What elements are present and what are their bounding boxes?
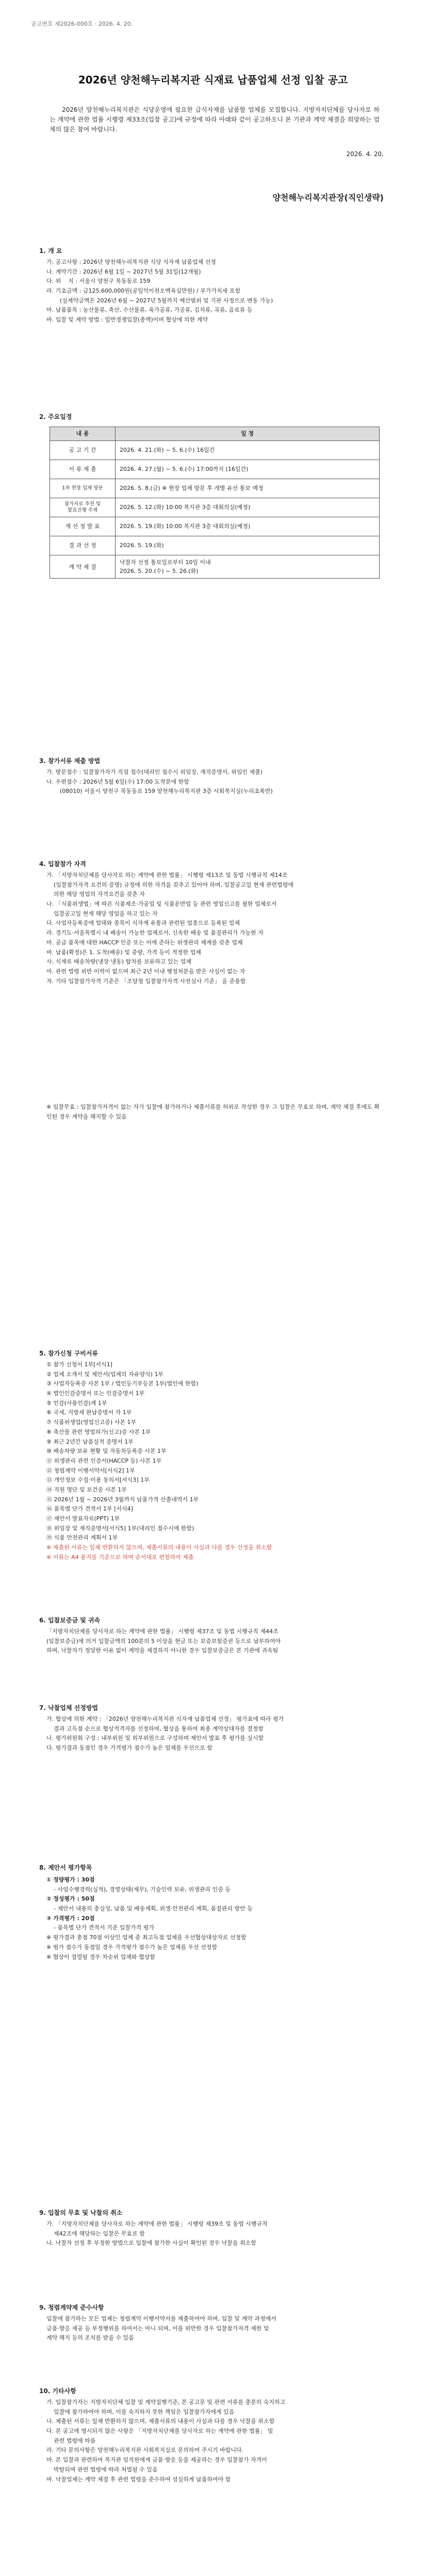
section-line: (실계약금액은 2026년 6월 ~ 2027년 5월까지 예산범위 및 기관 사정으로 변동 가능) [60, 297, 273, 304]
schedule-label: 결 과 선 정 [50, 536, 116, 555]
section-line: ③ 가격평가 : 20점 [46, 1914, 95, 1922]
section-line: 나. 「식품위생법」에 따른 식품제조·가공업 및 식품운반업 등 관련 영업신고를 필한 업체로서 [46, 901, 277, 908]
section-9-body [46, 2219, 384, 2248]
section-line: 아. 관련 법령 위반 이력이 없으며 최근 2년 이내 행정처분을 받은 사실이 없는 자 [46, 968, 245, 975]
section-line: 나. 제출된 서류는 일체 반환하지 않으며, 제출서류의 내용이 사실과 다를 경우 낙찰을 취소함 [46, 2418, 275, 2425]
list-item: ③ 사업자등록증 사본 1부 / 법인등기부등본 1부(법인에 한함) [46, 1380, 199, 1387]
section-8-title: 8. 제안서 평가항목 [39, 1864, 92, 1871]
section-line: - 제안서 내용의 충실성, 납품 및 배송계획, 위생·안전관리 계획, 품질관리 방안 등 [54, 1905, 253, 1912]
list-item: ⑥ 국세, 지방세 완납증명서 각 1부 [46, 1409, 132, 1416]
intro-text: 2026년 양천해누리복지관은 식당운영에 필요한 급식자재를 납품할 업체를 모집합니다. 지방자치단체를 당사자로 하는 계약에 관한 법률 시행령 제33조(입찰 공고)에 규정에 따라 아래와 같이 공고하오니 본 기관과 계약 체결을 희망하는 업체의 많은 참여 바랍니다. [50, 106, 380, 133]
section-line: 하며, 낙찰자가 정당한 이유 없이 계약을 체결하지 아니한 경우 입찰보증금은 본 기관에 귀속됨 [46, 1647, 278, 1654]
schedule-header: 내 용 [50, 427, 116, 441]
section-line: 나. 평가위원회 구성 : 내부위원 및 외부위원으로 구성하며 제안서 발표 후 평가를 실시함 [46, 1735, 264, 1742]
section-line: ① 정량평가 : 30점 [46, 1876, 95, 1883]
list-item: ④ 법인인감증명서 또는 인감증명서 1부 [46, 1390, 145, 1397]
list-item: ② 업체 소개서 및 제안서(업체의 자유양식) 1부 [46, 1370, 164, 1378]
schedule-table [50, 427, 380, 579]
section-line: 입찰에 참가하는 모든 업체는 청렴계약 이행서약서를 제출하여야 하며, 입찰 및 계약 과정에서 [46, 2315, 276, 2322]
section-line: 박탈되며 관련 법령에 따라 처벌될 수 있음 [54, 2466, 158, 2473]
section-line: 사. 식재료 배송차량(냉장·냉동) 탑차를 보유하고 있는 업체 [46, 958, 191, 965]
schedule-value: 2026. 4. 27.(월) ~ 5. 6.(수) 17:00까지 (16일간) [116, 460, 380, 479]
list-item: ⑤ 인감(사용인감)계 1부 [46, 1399, 107, 1406]
table-row [50, 498, 380, 517]
table-row [50, 460, 380, 479]
section-2-title: 2. 주요일정 [39, 413, 72, 420]
schedule-value: 낙찰자 선정 통보일로부터 10일 이내 2026. 5. 20.(수) ~ 5. 26.(화) [116, 555, 380, 579]
table-row [50, 479, 380, 498]
section-line: 자. 기타 입찰참가자격 기준은 「조달청 입찰참가자격 사전심사 기준」 을 준용함 [46, 977, 246, 985]
section-line: 가. 협상에 의한 계약 : 「2026년 양천해누리복지관 식자재 납품업체 선정」 평가표에 따라 평가 [46, 1716, 284, 1722]
schedule-value: 2026. 4. 21.(화) ~ 5. 6.(수) 16일간 [116, 441, 380, 460]
schedule-label: 1차 현장 업체 방문 [50, 479, 116, 498]
schedule-value: 2026. 5. 12.(화) 10:00 복지관 3층 대회의실(예정) [116, 498, 380, 517]
section-line: 가. 「지방자치단체를 당사자로 하는 계약에 관한 법률」 시행령 제13조 및 동법 시행규칙 제14조 [46, 872, 288, 878]
list-item: ⑨ 최근 2년간 납품실적 증명서 1부 [46, 1438, 134, 1445]
section-line: 관련 법령에 따름 [54, 2437, 96, 2444]
schedule-label: 공 고 기 간 [50, 441, 116, 460]
table-row [50, 536, 380, 555]
list-item: ⑧ 축산물 관련 영업허가(신고)증 사본 1부 [46, 1428, 151, 1435]
section-line: 마. 공급 품목에 대한 HACCP 인증 또는 이에 준하는 위생관리 체계를 갖춘 업체 [46, 939, 243, 946]
schedule-value: 2026. 5. 19.(화) 10:00 복지관 3층 대회의실(예정) [116, 517, 380, 536]
section-7-body [46, 1715, 384, 1753]
section-line: 나. 낙찰자 선정 후 부정한 방법으로 입찰에 참가한 사실이 확인된 경우 낙찰을 취소함 [46, 2240, 256, 2247]
section-line: 바. 납품(확정)은 1. 도착(배송) 및 중량, 가격 등이 적정한 업체 [46, 948, 201, 956]
section-4-note: ※ 입찰무효 : 입찰참가자격이 없는 자가 입찰에 참가하거나 제출서류를 허위로 작성한 경우 그 입찰은 무효로 하며, 계약 체결 후에도 확인된 경우 계약을 해지할 수 있음 [46, 1104, 380, 1120]
section-line: 「지방자치단체를 당사자로 하는 계약에 관한 법률」 시행령 제37조 및 동법 시행규칙 제44조 [46, 1628, 278, 1635]
schedule-label: 참가자로 추천 및 발표진행 주제 [50, 498, 116, 517]
section-5-body [46, 1360, 384, 1562]
list-item: ⑬ 개인정보 수집·이용 동의서[서식3] 1부 [46, 1477, 150, 1484]
section-line: (08010) 서울시 양천구 목동동로 159 양천해누리복지관 3층 사회복지실(누리초록반) [60, 788, 273, 795]
intro-paragraph [50, 105, 380, 135]
section-line: 가. 입찰참가자는 지방자치단체 입찰 및 계약집행기준, 본 공고문 및 관련 서류를 충분히 숙지하고 [46, 2399, 286, 2405]
section-line: (입찰참가자격 요건의 증명) 규정에 의한 자격을 갖추고 있어야 하며, 입찰공고일 현재 관련법령에 [54, 881, 293, 888]
note-line: ※ 평가 점수가 동점일 경우 가격평가 점수가 높은 업체를 우선 선정함 [46, 1943, 218, 1951]
section-line: 라. 기타 문의사항은 양천해누리복지관 사회복지실로 문의하여 주시기 바랍니다. [46, 2447, 244, 2454]
list-item: ⑪ 위생관리 관련 인증서(HACCP 등) 사본 1부 [46, 1457, 162, 1464]
list-item: ⑦ 식품위생업(영업신고증) 사본 1부 [46, 1419, 137, 1426]
list-item: ⑲ 식품 안전관리 계획서 1부 [46, 1534, 118, 1541]
section-5-title: 5. 참가신청 구비서류 [39, 1350, 99, 1357]
section-line: 결과 고득점 순으로 협상적격자를 선정하며, 협상을 통하여 최종 계약상대자를 결정함 [54, 1725, 264, 1732]
section-line: 마. 납품품목 : 농산물류, 축산, 수산물류, 육가공류, 가공류, 김치류, 곡류, 음료류 등 [46, 307, 253, 314]
section-line: 바. 낙찰업체는 계약 체결 후 관련 법령을 준수하여 성실하게 납품하여야 함 [46, 2476, 231, 2483]
section-line: 다. 본 공고에 명시되지 않은 사항은 「지방자치단체를 당사자로 하는 계약에 관한 법률」 및 [46, 2428, 273, 2435]
section-9-title: 9. 입찰의 무효 및 낙찰의 취소 [39, 2209, 123, 2216]
section-1-title: 1. 개 요 [39, 247, 62, 255]
section-line: 가. 「지방자치단체를 당사자로 하는 계약에 관한 법률」 시행령 제39조 및 동법 시행규칙 [46, 2221, 268, 2227]
section-line: 계약 해지 등의 조치를 받을 수 있음 [46, 2334, 134, 2342]
section-line: 다. 사업자등록증에 업태와 종목이 식자재 유통과 관련된 업종으로 등록된 업체 [46, 920, 240, 927]
section-3-title: 3. 참가서류 제출 방법 [39, 757, 101, 765]
schedule-value: 2026. 5. 8.(금) ※ 현장 업체 방문 후 개별 유선 통보 예정 [116, 479, 380, 498]
section-line: 마. 본 입찰과 관련하여 복지관 임직원에게 금품·향응 등을 제공하는 경우 입찰참가 자격이 [46, 2456, 267, 2464]
list-item: ⑰ 제안서 발표자료(PPT) 1부 [46, 1515, 120, 1522]
schedule-label: 서 류 제 출 [50, 460, 116, 479]
section-11-body [46, 2398, 384, 2484]
note-line: ※ 평가결과 총점 70점 이상인 업체 중 최고득점 업체를 우선협상대상자로 선정함 [46, 1934, 247, 1941]
section-line: 가. 공고사항 : 2026년 양천해누리복지관 식당 식자재 납품업체 선정 [46, 259, 216, 265]
section-4-body [46, 871, 384, 986]
note-line: ※ 서류는 A4 용지를 기준으로 하며 순서대로 편철하여 제출 [46, 1553, 194, 1561]
section-line: 제42조에 해당하는 입찰은 무효로 함 [54, 2230, 145, 2237]
announcement-number: 공고번호 제2026-000호 · 2026. 4. 20. [31, 21, 133, 27]
section-line: 나. 우편접수 : 2026년 5월 6일(수) 17:00 도착분에 한함 [46, 778, 189, 785]
announcement-date: 2026. 4. 20. [346, 150, 384, 158]
section-line: 의한 해당 영업의 자격요건을 갖춘 자 [54, 891, 145, 898]
section-6-title: 6. 입찰보증금 및 귀속 [39, 1617, 101, 1624]
schedule-value: 2026. 5. 19.(화) [116, 536, 380, 555]
table-row [50, 555, 380, 579]
section-line: 다. 평가결과 동점인 경우 가격평가 점수가 높은 업체를 우선으로 함 [46, 1744, 212, 1752]
section-line: (입찰보증금)에 의거 입찰금액의 100분의 5 이상을 현금 또는 보증보험증권 등으로 납부하여야 [46, 1637, 281, 1645]
list-item: ⑱ 위임장 및 재직증명서[서식5] 1부(대리인 접수시에 한함) [46, 1524, 194, 1532]
list-item: ① 참가 신청서 1부[서식1] [46, 1361, 112, 1368]
note-line: ※ 제출된 서류는 일체 반환하지 않으며, 제출서류의 내용이 사실과 다를 경우 선정을 취소함 [46, 1544, 272, 1551]
section-3-body [46, 768, 384, 796]
list-item: ⑮ 2026년 1월 ~ 2026년 3월까지 납품가격 산출내역서 1부 [46, 1496, 199, 1503]
list-item: ⑩ 배송차량 보유 현황 및 자동차등록증 사본 1부 [46, 1448, 167, 1455]
schedule-header: 일 정 [116, 427, 380, 441]
section-7-title: 7. 낙찰업체 선정방법 [39, 1704, 99, 1711]
section-line: 라. 기초금액 : 금125,600,000원(공일억이천오백육십만원) / 부가가치세 포함 [46, 287, 241, 295]
section-line: 입찰공고일 현재 해당 영업을 하고 있는 자 [54, 910, 158, 917]
page-title: 2026년 양천해누리복지관 식재료 납품업체 선정 입찰 공고 [78, 74, 348, 86]
section-line: 금품·향응 제공 등 부정행위를 하여서는 아니 되며, 이를 위반한 경우 입찰참가자격 제한 및 [46, 2325, 269, 2332]
section-line: 라. 경기도·서울특별시 내 배송이 가능한 업체로서, 신속한 배송 및 품질관리가 가능한 자 [46, 929, 264, 937]
section-line: - 품목별 단가 견적서 기준 입찰가격 평가 [54, 1924, 154, 1931]
list-item: ⑫ 청렴계약 이행서약서[서식2] 1부 [46, 1467, 135, 1474]
section-line: 바. 입찰 및 계약 방법 : 일반경쟁입찰(총액)이며 협상에 의한 계약 [46, 316, 208, 324]
section-line: 다. 위 치 : 서울시 양천구 목동동로 159 [46, 278, 151, 285]
list-item: ⑭ 직원 명단 및 보건증 사본 1부 [46, 1486, 127, 1493]
section-line: 입찰에 참가하여야 하며, 이를 숙지하지 못한 책임은 입찰참가자에게 있음 [54, 2408, 235, 2415]
issuer-name: 양천해누리복지관장(직인생략) [272, 193, 384, 202]
section-11-title: 10. 기타사항 [39, 2387, 76, 2395]
section-4-title: 4. 입찰참가 자격 [39, 860, 86, 868]
section-line: ② 정성평가 : 50점 [46, 1895, 95, 1903]
schedule-label: 재 선 정 발 표 [50, 517, 116, 536]
section-10-title: 9. 청렴계약제 준수사항 [39, 2304, 104, 2311]
section-10-body [46, 2314, 384, 2343]
section-1-body [46, 258, 384, 325]
section-8-body [46, 1875, 384, 1962]
list-item: ⑯ 품목별 단가 견적서 1부 [서식4] [46, 1505, 133, 1513]
section-line: - 사업수행경력(실적), 경영상태(재무), 기술인력 보유, 위생관리 인증 등 [54, 1886, 231, 1893]
section-line: 나. 계약기간 : 2026년 6월 1일 ~ 2027년 5월 31일(12개월) [46, 268, 201, 275]
section-6-body [46, 1627, 384, 1656]
table-row [50, 441, 380, 460]
table-row [50, 517, 380, 536]
note-line: ※ 협상이 결렬될 경우 차순위 업체와 협상함 [46, 1953, 155, 1960]
section-line: 가. 방문접수 : 입찰참가자가 직접 접수(대리인 접수시 위임장, 재직증명서, 위임인 제출) [46, 769, 263, 775]
schedule-label: 계 약 체 결 [50, 555, 116, 579]
